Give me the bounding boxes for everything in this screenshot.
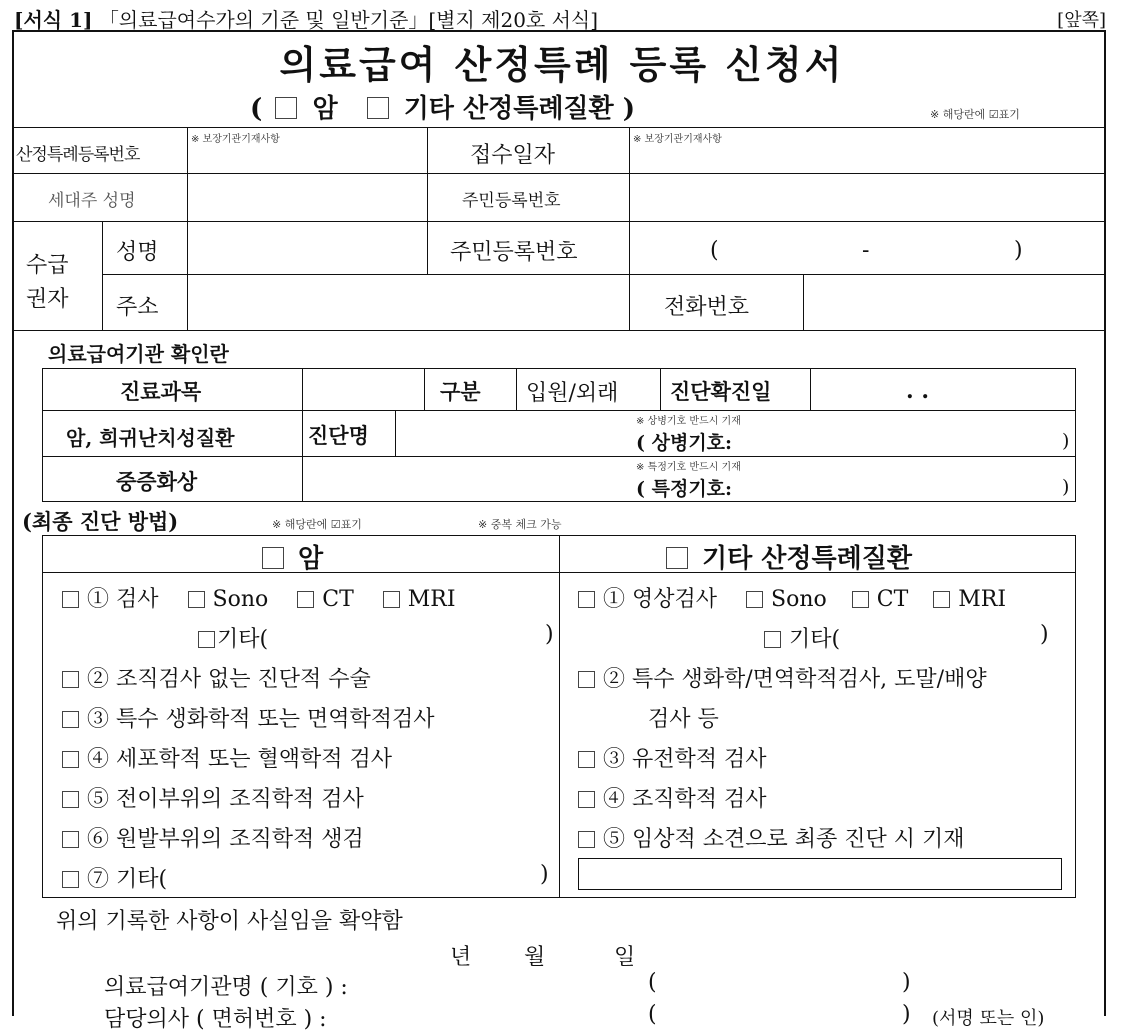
type-value: 입원/외래 [526,381,619,406]
dept-label: 진료과목 [120,379,202,404]
other-ct-checkbox[interactable] [852,591,869,608]
institution-code-field[interactable] [664,970,896,998]
form-number: [서식 1] [14,8,93,32]
burn-code-field[interactable] [760,470,1056,498]
cancer-mri-label: MRI [407,587,456,612]
cancer-item-5 [62,782,364,813]
cancer-item-4 [62,742,392,773]
cancer-etc-label: 기타( [217,627,269,652]
dept-field[interactable] [306,372,420,406]
pledge-month: 월 [524,945,546,970]
recipient-rrn-close: ) [1014,238,1023,263]
final-method-title: (최종 진단 방법) [22,509,179,534]
cancer-head-label: 암 [298,544,324,574]
householder-rrn-label: 주민등록번호 [462,191,561,211]
cancer-item-7-checkbox[interactable] [62,871,79,888]
subtitle-option-other: 기타 산정특례질환 [403,94,614,124]
subtitle-option-cancer: 암 [312,94,338,124]
col-divider [516,368,517,410]
final-method-note-2: ※ 중복 체크 가능 [478,518,562,531]
cancer-mri-checkbox[interactable] [383,591,400,608]
other-ct-label: CT [876,587,909,612]
cancer-item-2-checkbox[interactable] [62,671,79,688]
row-divider [42,456,1076,457]
diag-date-label: 진단확진일 [670,379,772,404]
cancer-etc-checkbox[interactable] [198,631,215,648]
col-divider [803,274,804,330]
recipient-group-label-1: 수급 [26,253,69,278]
row-divider [42,410,1076,411]
other-item-4 [578,782,767,813]
cancer-item-6-label: ⑥ 원발부위의 조직학적 생검 [87,827,364,852]
burn-code-note: ※ 특정기호 반드시 기재 [636,462,741,473]
diag-date-field[interactable] [814,372,1072,406]
form-reference [14,4,598,33]
recipient-group-label-2: 권자 [26,287,69,312]
col-divider [629,127,630,330]
subtitle-close: ) [622,94,636,124]
cancer-etc-close: ) [545,622,554,647]
diag-name-label: 진단명 [308,423,369,448]
other-etc-close: ) [1040,622,1049,647]
other-item-2-checkbox[interactable] [578,671,595,688]
other-head-checkbox[interactable] [666,547,688,569]
cancer-item-3 [62,702,435,733]
cancer-item-7-label: ⑦ 기타( [87,867,168,892]
cancer-item-2-label: ② 조직검사 없는 진단적 수술 [87,667,371,692]
cancer-item-4-label: ④ 세포학적 또는 혈액학적 검사 [87,747,392,772]
other-etc-checkbox[interactable] [764,631,781,648]
reg-number-note: ※ 보장기관기재사항 [191,134,280,145]
recipient-name-label: 성명 [116,240,159,265]
code-note: ※ 상병기호 반드시 기재 [636,416,741,427]
page-side-label: [앞쪽] [1057,10,1106,31]
other-item-3-label: ③ 유전학적 검사 [603,747,767,772]
receipt-date-label: 접수일자 [470,143,556,168]
sign-note: (서명 또는 인) [932,1008,1045,1029]
other-item-3-checkbox[interactable] [578,751,595,768]
reg-number-field[interactable] [190,130,424,170]
burn-label: 중증화상 [116,469,198,494]
pledge-month-field[interactable] [472,940,518,966]
householder-name-field[interactable] [190,176,424,218]
householder-rrn-field[interactable] [632,176,1102,218]
cancer-rare-label: 암, 희귀난치성질환 [66,426,235,450]
cancer-etc-field[interactable] [272,622,540,650]
other-item-1-etc [764,622,840,653]
clinical-opinion-field[interactable] [578,858,1062,890]
col-divider [810,368,811,410]
recipient-phone-field[interactable] [806,277,1102,327]
cancer-ct-checkbox[interactable] [297,591,314,608]
cancer-ct-label: CT [322,587,354,612]
burn-code-close: ) [1062,476,1070,498]
row-divider [12,330,1106,331]
reg-number-label: 산정특례등록번호 [16,145,140,165]
householder-name-label: 세대주 성명 [48,191,136,211]
recipient-rrn-field[interactable] [728,228,1008,268]
form-title: 의료급여 산정특례 등록 신청서 [279,42,845,87]
doctor-close: ) [902,1002,911,1027]
row-divider [102,274,1106,275]
pledge-statement: 위의 기록한 사항이 사실임을 확약함 [56,909,403,934]
subtitle-open: ( [250,94,263,124]
recipient-name-field[interactable] [190,224,424,272]
cancer-item-7-close: ) [540,862,549,887]
other-item-3 [578,742,767,773]
recipient-rrn-open: ( [710,238,719,263]
cancer-item-1-etc [198,622,268,653]
col-divider [102,221,103,330]
col-divider [660,368,661,410]
other-item-2 [578,662,987,693]
other-item-1 [578,582,1006,613]
other-item-5 [578,822,965,853]
other-mri-label: MRI [958,587,1007,612]
form-source: 「의료급여수가의 기준 및 일반기준」[별지 제20호 서식] [98,8,599,32]
cancer-item-7 [62,862,167,893]
cancer-item-6-checkbox[interactable] [62,831,79,848]
other-sono-label: Sono [771,587,827,612]
cancer-item-2 [62,662,371,693]
col-divider [427,127,428,274]
other-etc-label: 기타( [789,627,841,652]
row-divider [12,221,1106,222]
type-label: 구분 [440,379,481,404]
final-method-note-1: ※ 해당란에 ☑표기 [272,518,362,531]
cancer-item-7-field[interactable] [200,862,534,890]
cancer-head-checkbox[interactable] [262,547,284,569]
other-column-head [666,538,912,575]
pledge-year: 년 [450,945,472,970]
row-divider [12,127,1106,128]
cancer-item-5-checkbox[interactable] [62,791,79,808]
receipt-date-note: ※ 보장기관기재사항 [633,134,722,145]
disease-code-label: ( 상병기호: [636,432,733,454]
other-item-5-checkbox[interactable] [578,831,595,848]
recipient-rrn-dash: - [862,238,870,263]
pledge-day: 일 [614,945,636,970]
cancer-item-6 [62,822,364,853]
other-item-4-label: ④ 조직학적 검사 [603,787,767,812]
cancer-column-head [262,538,323,575]
diag-date-dots: . . [906,378,929,404]
receipt-date-field[interactable] [632,130,1102,170]
diag-name-field[interactable] [399,414,619,452]
institution-close: ) [902,970,911,995]
other-item-2-label: ② 특수 생화학/면역학적검사, 도말/배양 [603,667,987,692]
row-divider [12,173,1106,174]
doctor-label: 담당의사 ( 면허번호 ) : [104,1007,327,1032]
institution-label: 의료급여기관명 ( 기호 ) : [104,975,348,1000]
col-divider [559,535,560,898]
form-subtitle [250,88,635,125]
cancer-item-4-checkbox[interactable] [62,751,79,768]
cancer-sono-label: Sono [212,587,269,612]
institution-name-field[interactable] [430,970,640,998]
cancer-item-1-label: ① 검사 [87,587,159,612]
cancer-item-1 [62,582,456,613]
cancer-sono-checkbox[interactable] [188,591,205,608]
col-divider [395,410,396,456]
cancer-item-5-label: ⑤ 전이부위의 조직학적 검사 [87,787,364,812]
other-etc-field[interactable] [850,622,1034,650]
col-divider [424,368,425,410]
pledge-year-field[interactable] [330,940,440,966]
other-item-4-checkbox[interactable] [578,791,595,808]
cancer-item-3-label: ③ 특수 생화학적 또는 면역학적검사 [87,707,435,732]
cancer-type-checkbox[interactable] [275,97,297,119]
col-divider [187,127,188,330]
disease-code-close: ) [1062,430,1070,452]
other-type-checkbox[interactable] [367,97,389,119]
other-sono-checkbox[interactable] [746,591,763,608]
other-head-label: 기타 산정특례질환 [702,544,912,574]
other-item-5-label: ⑤ 임상적 소견으로 최종 진단 시 기재 [603,827,965,852]
pledge-day-field[interactable] [548,940,608,966]
other-item-1-checkbox[interactable] [578,591,595,608]
disease-code-field[interactable] [760,424,1056,452]
institution-open: ( [648,970,657,995]
recipient-address-label: 주소 [116,295,159,320]
cancer-item-3-checkbox[interactable] [62,711,79,728]
cancer-item-1-checkbox[interactable] [62,591,79,608]
burn-code-label: ( 특정기호: [636,478,733,500]
other-item-2-cont: 검사 등 [648,707,719,732]
other-item-1-label: ① 영상검사 [603,587,718,612]
doctor-open: ( [648,1002,657,1027]
confirm-section-title: 의료급여기관 확인란 [48,342,229,366]
recipient-phone-label: 전화번호 [664,295,750,320]
doctor-name-field[interactable] [430,1002,640,1016]
subtitle-note: ※ 해당란에 ☑표기 [930,108,1020,121]
recipient-address-field[interactable] [190,277,626,327]
recipient-rrn-label: 주민등록번호 [450,240,578,265]
col-divider [302,368,303,502]
other-mri-checkbox[interactable] [933,591,950,608]
